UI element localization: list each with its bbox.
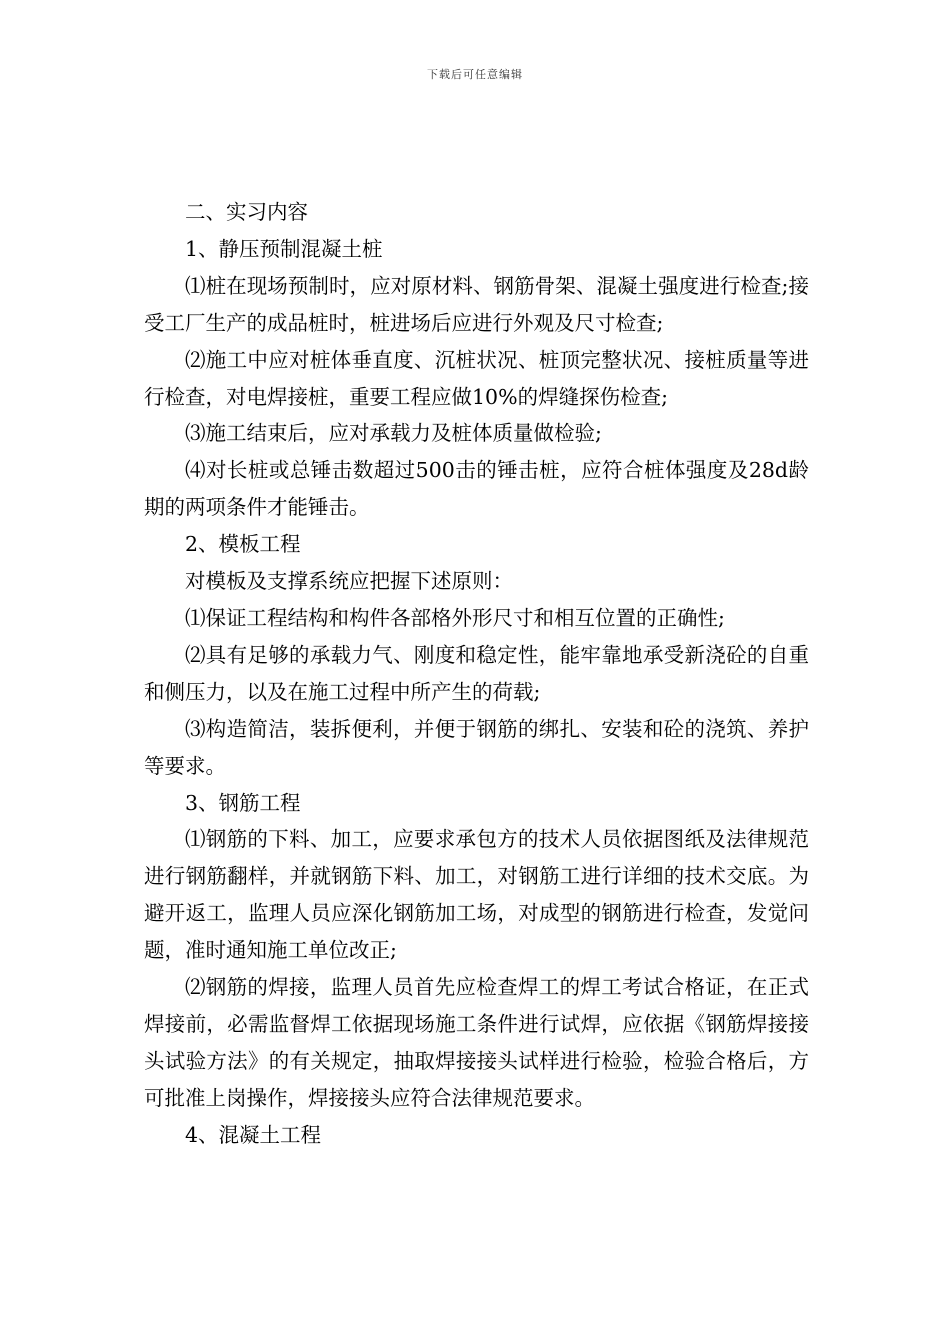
section-heading: 二、实习内容	[185, 200, 308, 224]
subsection-heading: 2、模板工程	[185, 532, 301, 557]
page-header: 下载后可任意编辑	[427, 68, 523, 81]
paragraph: ⑶施工结束后，应对承载力及桩体质量做检验;	[185, 421, 602, 446]
paragraph: 对模板及支撑系统应把握下述原则：	[185, 569, 513, 594]
paragraph: ⑵钢筋的焊接，监理人员首先应检查焊工的焊工考试合格证，在正式焊接前，必需监督焊工依据现场施工条件进行试焊，应依据《钢筋焊接接头试验方法》的有关规定，抽取焊接接头试样进行检验，检验合格后，方可批准上岗操作，焊接接头应符合法律规范要求。	[144, 975, 809, 1110]
paragraph: ⑷对长桩或总锤击数超过500击的锤击桩，应符合桩体强度及28d龄期的两项条件才能锤击。	[144, 458, 809, 520]
paragraph: ⑴桩在现场预制时，应对原材料、钢筋骨架、混凝土强度进行检查;接受工厂生产的成品桩时，桩进场后应进行外观及尺寸检查;	[144, 273, 809, 335]
paragraph: ⑶构造简洁，装拆便利，并便于钢筋的绑扎、安装和砼的浇筑、养护等要求。	[144, 716, 809, 778]
paragraph: ⑵具有足够的承载力气、刚度和稳定性，能牢靠地承受新浇砼的自重和侧压力，以及在施工过程中所产生的荷载;	[144, 642, 809, 704]
document-body	[144, 194, 809, 1154]
paragraph: ⑴钢筋的下料、加工，应要求承包方的技术人员依据图纸及法律规范进行钢筋翻样，并就钢筋下料、加工，对钢筋工进行详细的技术交底。为避开返工，监理人员应深化钢筋加工场，对成型的钢筋进行检查，发觉问题，准时通知施工单位改正;	[144, 827, 809, 963]
subsection-heading: 3、钢筋工程	[185, 790, 301, 815]
paragraph: ⑴保证工程结构和构件各部格外形尺寸和相互位置的正确性;	[185, 605, 725, 630]
subsection-heading: 1、静压预制混凝土桩	[185, 236, 383, 261]
subsection-heading: 4、混凝土工程	[185, 1122, 322, 1147]
paragraph: ⑵施工中应对桩体垂直度、沉桩状况、桩顶完整状况、接桩质量等进行检查，对电焊接桩，重要工程应做10%的焊缝探伤检查;	[144, 347, 809, 409]
